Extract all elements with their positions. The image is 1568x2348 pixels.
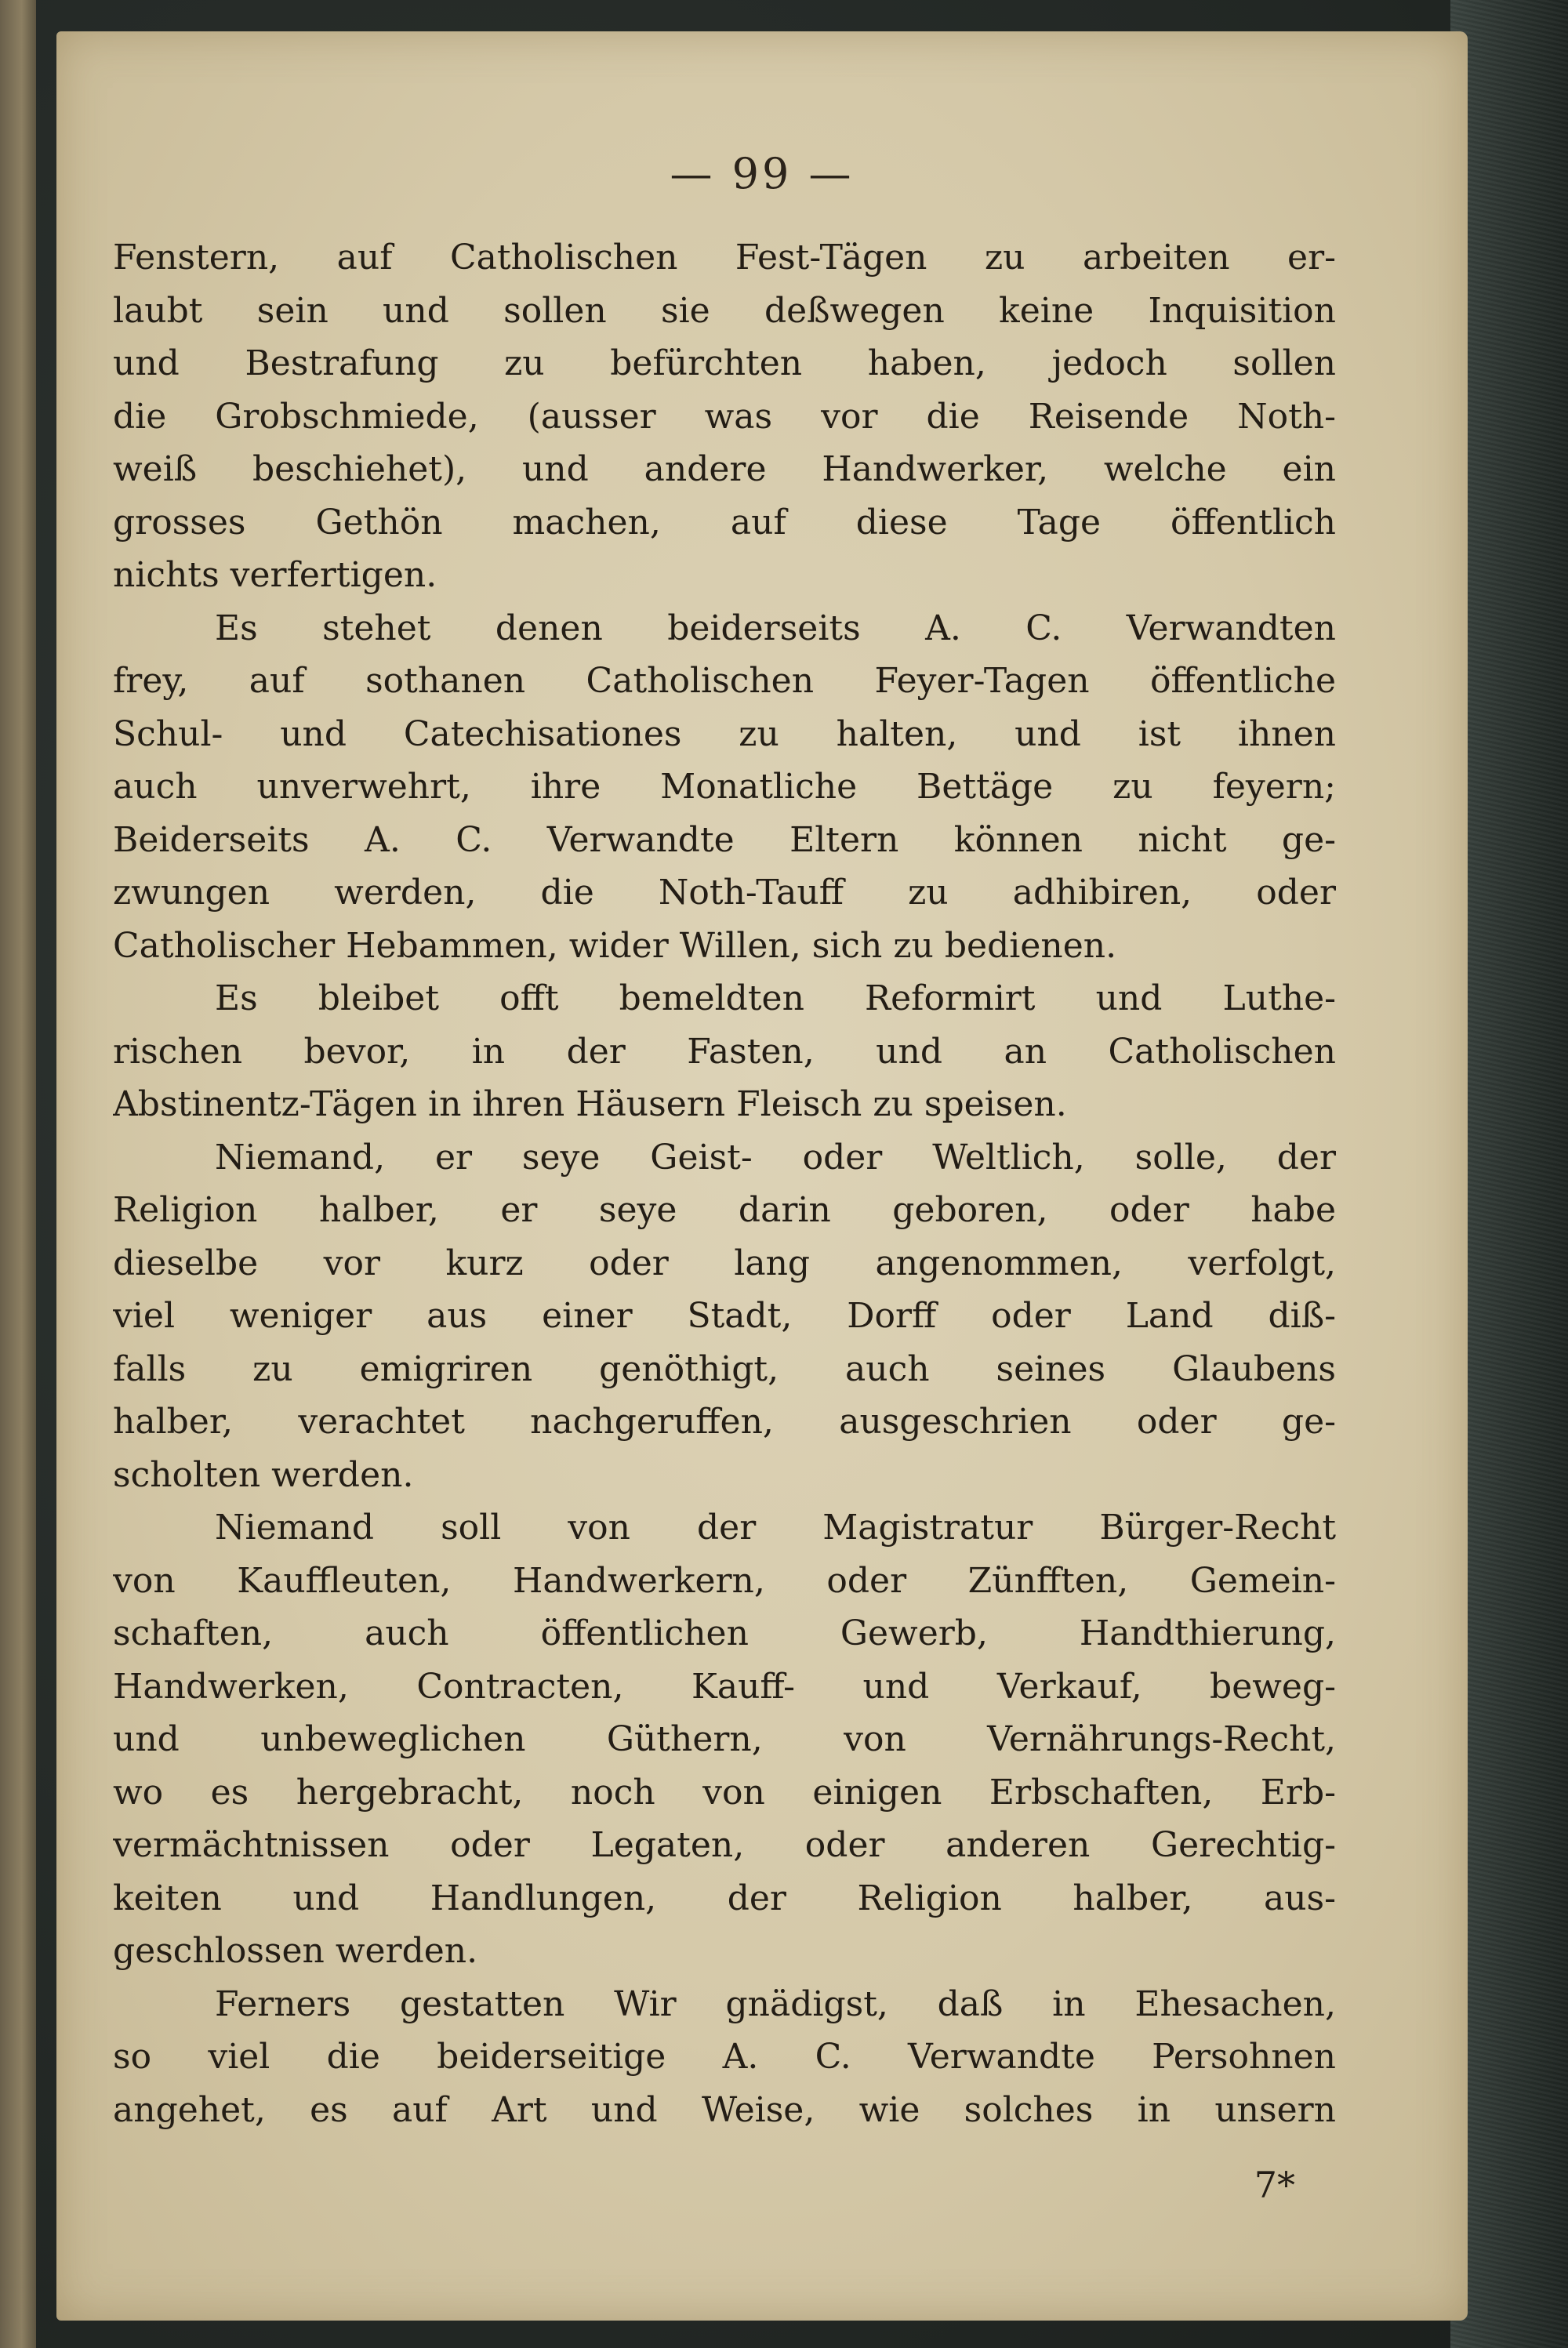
text-line: Niemand, er seye Geist- oder Weltlich, solle, der	[215, 1137, 1336, 1178]
page-sheet	[56, 31, 1468, 2321]
facing-page-edge	[0, 0, 36, 2348]
text-line: geschlossen werden.	[113, 1931, 478, 1971]
text-line: Catholischer Hebammen, wider Willen, sich zu bedienen.	[113, 925, 1117, 966]
text-line: Es stehet denen beiderseits A. C. Verwandten	[215, 608, 1336, 648]
text-line: und Bestrafung zu befürchten haben, jedoch sollen	[113, 343, 1336, 383]
text-line: keiten und Handlungen, der Religion halber, aus-	[113, 1878, 1336, 1918]
body-text	[113, 231, 1336, 2136]
text-line: Schul- und Catechisationes zu halten, und ist ihnen	[113, 713, 1336, 754]
text-line: und unbeweglichen Güthern, von Vernährungs-Recht,	[113, 1719, 1336, 1759]
book-cover-edge	[1450, 0, 1568, 2348]
text-line: wo es hergebracht, noch von einigen Erbschaften, Erb-	[113, 1772, 1336, 1813]
text-line: viel weniger aus einer Stadt, Dorff oder Land diß-	[113, 1296, 1336, 1336]
text-line: nichts verfertigen.	[113, 555, 437, 595]
text-line: falls zu emigriren genöthigt, auch seines Glaubens	[113, 1348, 1336, 1389]
text-line: frey, auf sothanen Catholischen Feyer-Tagen öffentliche	[113, 661, 1336, 701]
text-line: Religion halber, er seye darin geboren, oder habe	[113, 1190, 1336, 1230]
text-line: zwungen werden, die Noth-Tauff zu adhibiren, oder	[113, 873, 1336, 913]
text-line: schaften, auch öffentlichen Gewerb, Handthierung,	[113, 1613, 1336, 1653]
signature-mark: 7*	[1254, 2164, 1295, 2206]
text-line: Niemand soll von der Magistratur Bürger-Recht	[215, 1508, 1336, 1548]
text-line: halber, verachtet nachgeruffen, ausgeschrien oder ge-	[113, 1402, 1336, 1442]
text-line: die Grobschmiede, (ausser was vor die Reisende Noth-	[113, 396, 1336, 437]
text-line: weiß beschiehet), und andere Handwerker, welche ein	[113, 449, 1336, 489]
text-line: Fenstern, auf Catholischen Fest-Tägen zu arbeiten er-	[113, 238, 1336, 278]
text-line: Abstinentz-Tägen in ihren Häusern Fleisch zu speisen.	[113, 1084, 1067, 1124]
text-line: Beiderseits A. C. Verwandte Eltern können nicht ge-	[113, 819, 1336, 860]
text-line: dieselbe vor kurz oder lang angenommen, verfolgt,	[113, 1243, 1336, 1283]
text-line: von Kauffleuten, Handwerkern, oder Zünfften, Gemein-	[113, 1560, 1336, 1601]
text-line: scholten werden.	[113, 1454, 414, 1495]
text-line: vermächtnissen oder Legaten, oder anderen Gerechtig-	[113, 1825, 1336, 1865]
text-line: so viel die beiderseitige A. C. Verwandte Persohnen	[113, 2037, 1336, 2077]
text-line: angehet, es auf Art und Weise, wie solches in unsern	[113, 2089, 1336, 2130]
text-line: Es bleibet offt bemeldten Reformirt und Luthe-	[215, 978, 1336, 1018]
text-line: grosses Gethön machen, auf diese Tage öffentlich	[113, 502, 1336, 543]
text-line: auch unverwehrt, ihre Monatliche Bettäge zu feyern;	[113, 767, 1336, 807]
text-line: Handwerken, Contracten, Kauff- und Verkauf, beweg-	[113, 1666, 1336, 1707]
text-line: Ferners gestatten Wir gnädigst, daß in Ehesachen,	[215, 1983, 1336, 2024]
page-number: — 99 —	[670, 149, 855, 198]
text-line: rischen bevor, in der Fasten, und an Catholischen	[113, 1031, 1336, 1072]
text-line: laubt sein und sollen sie deßwegen keine Inquisition	[113, 290, 1336, 331]
